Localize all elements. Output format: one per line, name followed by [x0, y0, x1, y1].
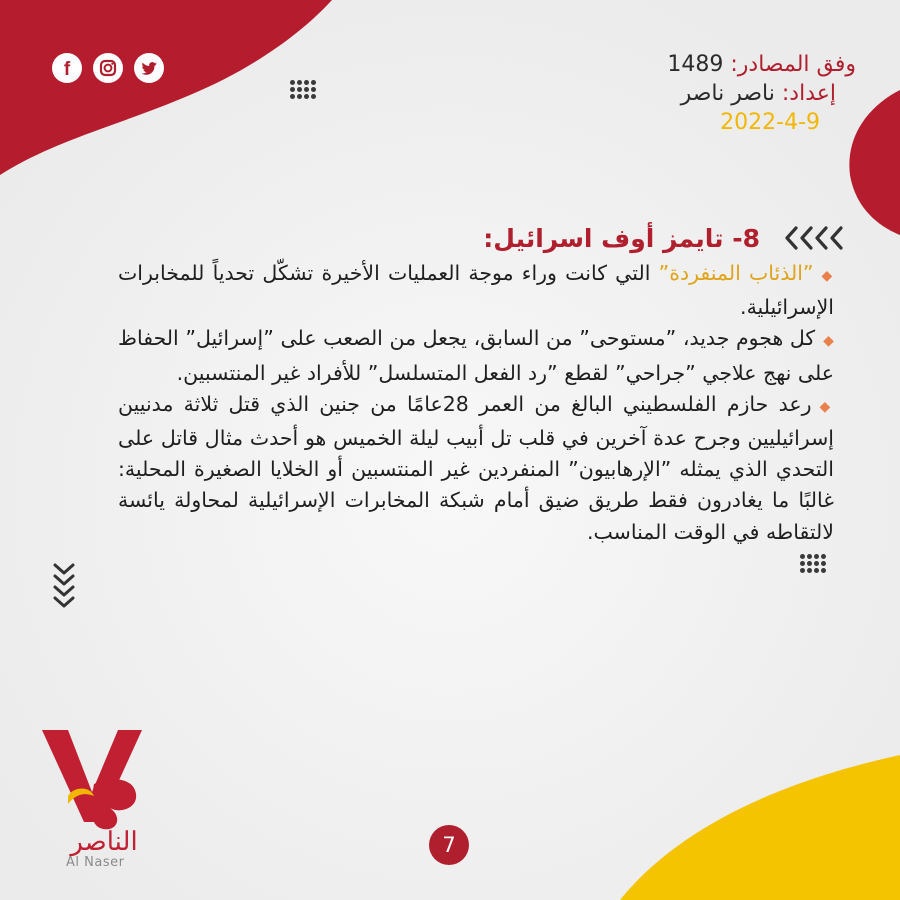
paragraph-1 [118, 258, 834, 323]
publish-date: 2022-4-9 [720, 110, 820, 135]
source-label: وفق المصادر: [730, 52, 856, 77]
author-label: إعداد: [781, 81, 836, 106]
facebook-icon[interactable] [52, 53, 82, 83]
section-heading: 8- تايمز أوف اسرائيل: [483, 224, 760, 253]
al-naser-logo [34, 722, 164, 872]
instagram-icon[interactable] [93, 53, 123, 83]
chevrons-down-icon [52, 562, 76, 610]
paragraph-2-text: كل هجوم جديد، ”مستوحى” من السابق، يجعل من الصعب على ”إسرائيل” الحفاظ على نهج علاجي ”جراحي” لقطع ”رد الفعل المتسلسل” للأفراد غير المنتسبين. [118, 326, 834, 385]
twitter-icon[interactable] [134, 53, 164, 83]
paragraph-2 [118, 323, 834, 388]
logo-arabic: الناصر [70, 827, 138, 857]
article-body [118, 258, 834, 548]
source-line [667, 50, 856, 79]
diamond-bullet-icon: ◆ [819, 398, 834, 415]
logo-english: Al Naser [66, 855, 125, 870]
paragraph-3-text: رعد حازم الفلسطيني البالغ من العمر 28عامًا من جنين الذي قتل ثلاثة مدنيين إسرائيليين وجرح عدة آخرين في قلب تل أبيب ليلة الخميس هو أحدث مثال قاتل على التحدي الذي يمثله ”الإرهابيون” المنفردين غير المنتسبين أو الخلايا الصغيرة المحلية: غالبًا ما يغادرون فقط طريق ضيق أمام شبكة المخابرات الإسرائيلية لمحاولة يائسة لالتقاطه في الوقت المناسب. [118, 391, 834, 544]
paragraph-3 [118, 389, 834, 548]
source-value: 1489 [667, 52, 724, 77]
paragraph-1-text: التي كانت وراء موجة العمليات الأخيرة تشكّل تحدياً للمخابرات الإسرائيلية. [118, 261, 834, 320]
dots-decoration-top [290, 80, 316, 106]
diamond-bullet-icon: ◆ [821, 268, 834, 284]
source-info [667, 50, 856, 137]
author-line [667, 79, 836, 108]
author-value: ناصر ناصر [680, 81, 775, 106]
chevrons-left-icon [784, 225, 848, 251]
svg-text:f: f [63, 59, 71, 80]
diamond-bullet-icon: ◆ [823, 333, 834, 350]
social-icons [52, 53, 164, 83]
dots-decoration-mid [800, 554, 826, 580]
page-number: 7 [429, 825, 469, 865]
paragraph-1-highlight: ”الذئاب المنفردة” [658, 261, 814, 285]
